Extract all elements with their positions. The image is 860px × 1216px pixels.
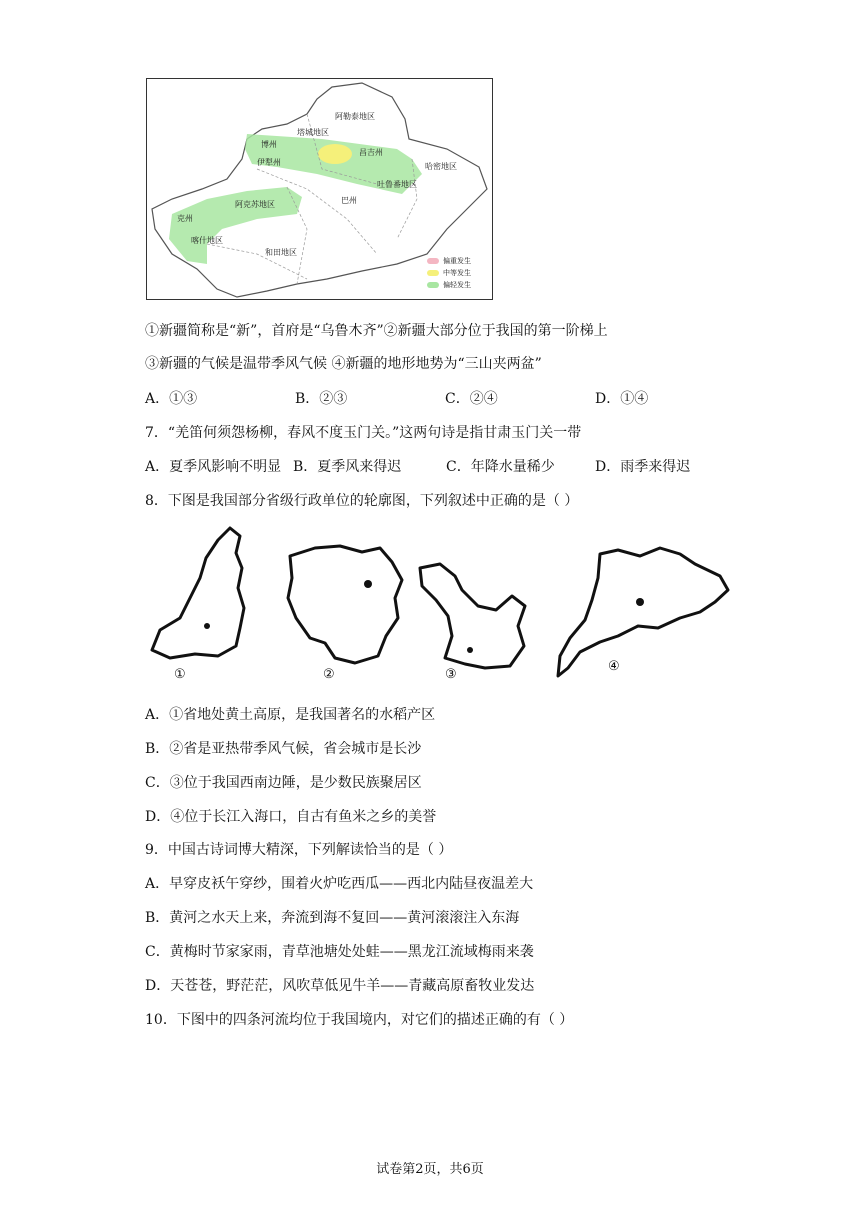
q7-stem: 7．“羌笛何须怨杨柳，春风不度玉门关。”这两句诗是指甘肃玉门关一带 <box>145 425 582 441</box>
legend-item-moderate <box>427 267 471 279</box>
map-label-turpan: 吐鲁番地区 <box>377 180 417 189</box>
q6-statements-line2: ③新疆的气候是温带季风气候 ④新疆的地形地势为“三山夹两盆” <box>145 356 542 372</box>
map-label-altay: 阿勒泰地区 <box>335 112 375 121</box>
q9-stem: 9．中国古诗词博大精深，下列解读恰当的是（ ） <box>145 842 453 858</box>
q7-option-b[interactable]: B．夏季风来得迟 <box>293 459 402 475</box>
shape-label-3: ③ <box>445 667 457 682</box>
q7-option-d[interactable]: D．雨季来得迟 <box>595 459 691 475</box>
map-label-changji: 昌吉州 <box>359 148 383 157</box>
q6-statements-line1: ①新疆简称是“新”，首府是“乌鲁木齐”②新疆大部分位于我国的第一阶梯上 <box>145 323 608 339</box>
legend-swatch-severe <box>427 258 439 264</box>
province-outlines-graphic <box>140 518 740 688</box>
q8-option-a[interactable]: A．①省地处黄土高原，是我国著名的水稻产区 <box>145 707 436 723</box>
map-label-aksu: 阿克苏地区 <box>235 200 275 209</box>
q8-option-c[interactable]: C．③位于我国西南边陲，是少数民族聚居区 <box>145 775 422 791</box>
province-outlines <box>140 518 740 688</box>
legend-swatch-light <box>427 282 439 288</box>
q6-option-d[interactable]: D．①④ <box>595 391 649 407</box>
q8-option-b[interactable]: B．②省是亚热带季风气候，省会城市是长沙 <box>145 741 422 757</box>
q9-option-c[interactable]: C．黄梅时节家家雨，青草池塘处处蛙——黑龙江流域梅雨来袭 <box>145 944 534 960</box>
q8-option-d[interactable]: D．④位于长江入海口，自古有鱼米之乡的美誉 <box>145 809 437 825</box>
xinjiang-map <box>146 78 493 300</box>
map-label-kashi: 喀什地区 <box>191 236 223 245</box>
q9-option-d[interactable]: D．天苍苍，野茫茫，风吹草低见牛羊——青藏高原畜牧业发达 <box>145 978 535 994</box>
q9-option-a[interactable]: A．早穿皮袄午穿纱，围着火炉吃西瓜——西北内陆昼夜温差大 <box>145 876 534 892</box>
legend-label-severe: 偏重发生 <box>443 257 471 265</box>
province-outline-3 <box>420 564 525 668</box>
map-label-bozhou: 博州 <box>261 140 277 149</box>
map-label-hami: 哈密地区 <box>425 162 457 171</box>
page-footer: 试卷第2页，共6页 <box>376 1162 484 1177</box>
shape-label-2: ② <box>323 667 335 682</box>
province-outline-1 <box>152 528 244 658</box>
shape-label-1: ① <box>174 667 186 682</box>
legend-label-moderate: 中等发生 <box>443 269 471 277</box>
capital-dot-1 <box>204 623 210 629</box>
legend-swatch-moderate <box>427 270 439 276</box>
map-label-hetian: 和田地区 <box>265 248 297 257</box>
province-outline-4 <box>558 548 728 676</box>
q6-option-c[interactable]: C．②④ <box>445 391 498 407</box>
q7-option-a[interactable]: A．夏季风影响不明显 <box>145 459 282 475</box>
q7-option-c[interactable]: C．年降水量稀少 <box>446 459 555 475</box>
province-outline-2 <box>288 546 402 663</box>
capital-dot-3 <box>467 647 473 653</box>
map-label-kezhou: 克州 <box>177 214 193 223</box>
map-label-yili: 伊犁州 <box>257 158 281 167</box>
legend-item-light <box>427 279 471 291</box>
capital-dot-2 <box>364 580 372 588</box>
legend-label-light: 偏轻发生 <box>443 281 471 289</box>
q8-stem: 8．下图是我国部分省级行政单位的轮廓图，下列叙述中正确的是（ ） <box>145 493 579 509</box>
shape-label-4: ④ <box>608 659 620 674</box>
q6-option-b[interactable]: B．②③ <box>295 391 348 407</box>
q10-stem: 10．下图中的四条河流均位于我国境内，对它们的描述正确的有（ ） <box>145 1012 574 1028</box>
map-label-bazhou: 巴州 <box>341 196 357 205</box>
map-legend <box>427 255 471 291</box>
legend-item-severe <box>427 255 471 267</box>
q6-option-a[interactable]: A．①③ <box>145 391 198 407</box>
q9-option-b[interactable]: B．黄河之水天上来，奔流到海不复回——黄河滚滚注入东海 <box>145 910 520 926</box>
capital-dot-4 <box>636 598 644 606</box>
map-label-tacheng: 塔城地区 <box>297 128 329 137</box>
